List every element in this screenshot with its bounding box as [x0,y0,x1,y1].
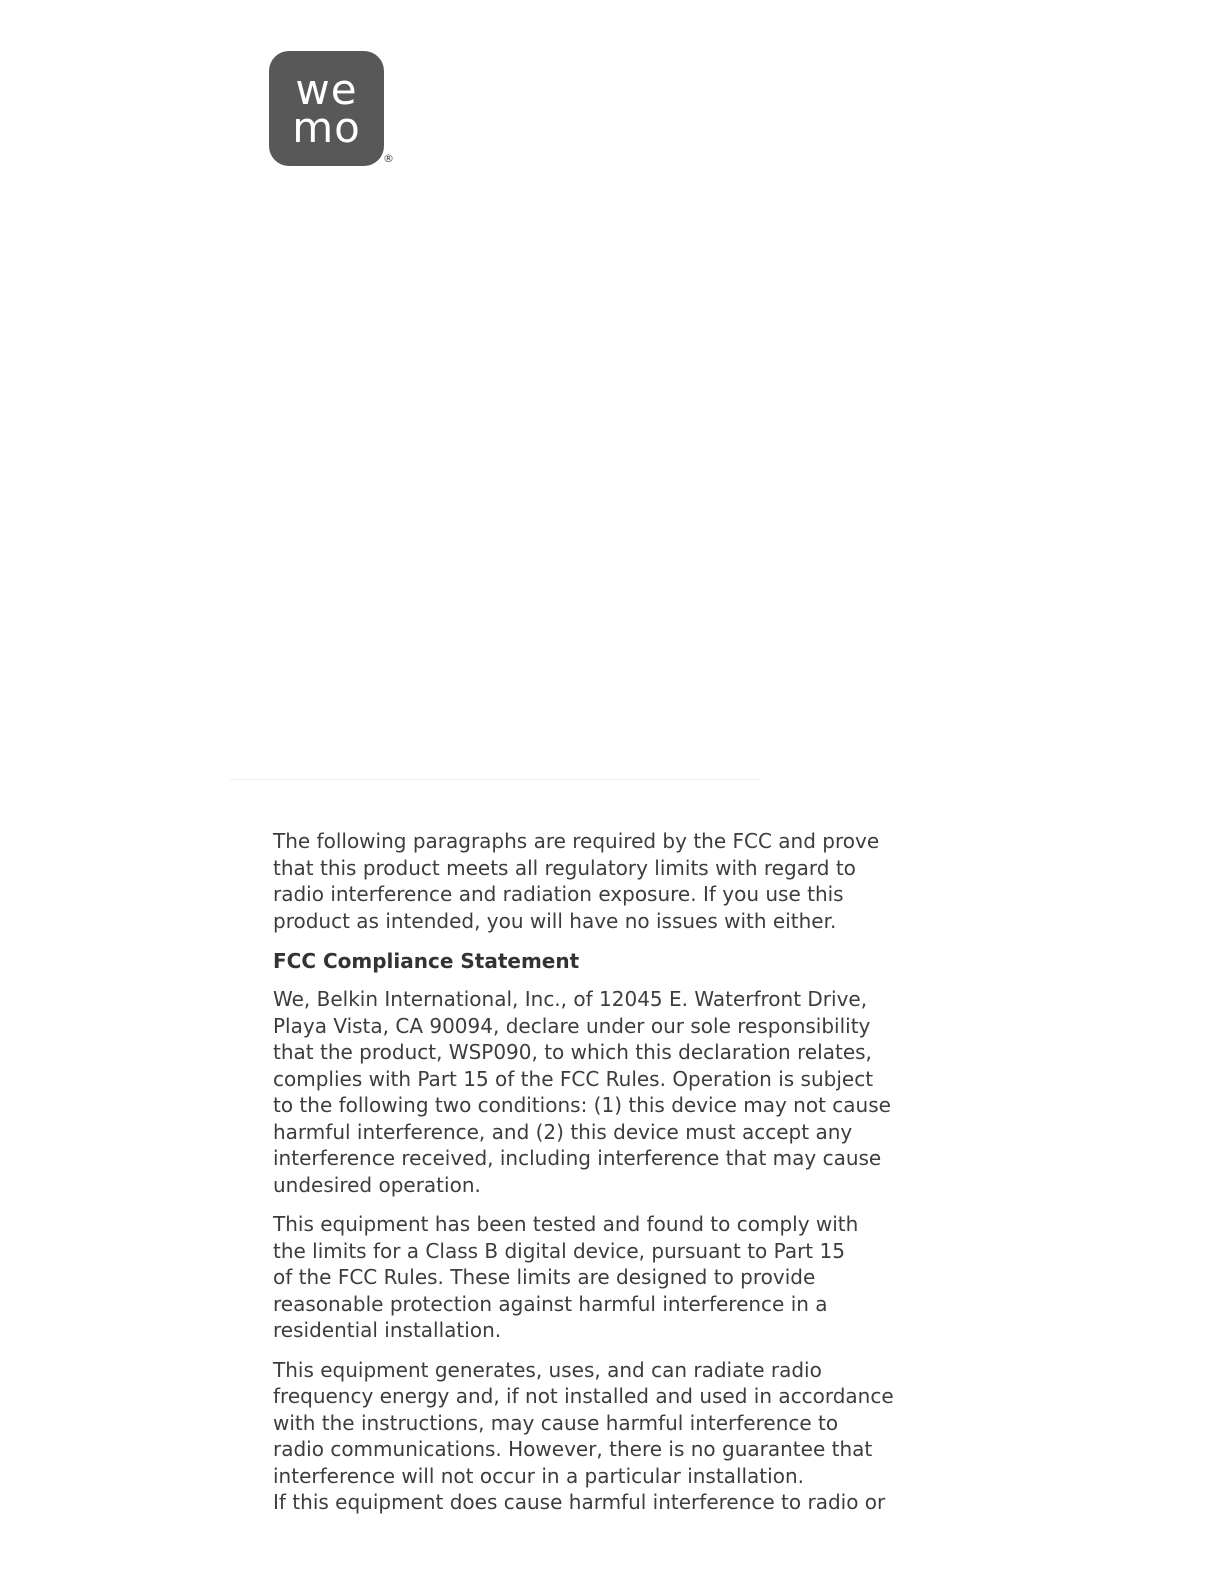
interference-paragraph: This equipment generates, uses, and can radiate radio frequency energy and, if not installed and used in accordance with the instructions, may cause harmful interference to radio communications. However, there is no guarantee that interference will not occur in a particular installation. If this equipment does cause harmful interference to radio or [273,1357,894,1514]
logo-line-2: mo [292,102,361,152]
declaration-paragraph: We, Belkin International, Inc., of 12045 E. Waterfront Drive, Playa Vista, CA 90094, declare under our sole responsibility that the product, WSP090, to which this declaration relates, complies with Part 15 of the FCC Rules. Operation is subject to the following two conditions: (1) this device may not cause harmful interference, and (2) this device must accept any interference received, including interference that may cause undesired operation. [273,987,891,1197]
fcc-content [273,828,913,1529]
logo-line-1: we [295,64,358,114]
divider [230,779,760,780]
class-b-paragraph: This equipment has been tested and found to comply with the limits for a Class B digital device, pursuant to Part 15 of the FCC Rules. These limits are designed to provide reasonable protection against harmful interference in a residential installation. [273,1212,859,1342]
wemo-logo [269,51,384,166]
registered-mark: ® [383,152,394,165]
intro-paragraph: The following paragraphs are required by the FCC and prove that this product meets all regulatory limits with regard to radio interference and radiation exposure. If you use this product as intended, you will have no issues with either. [273,829,880,933]
section-heading: FCC Compliance Statement [273,949,580,973]
